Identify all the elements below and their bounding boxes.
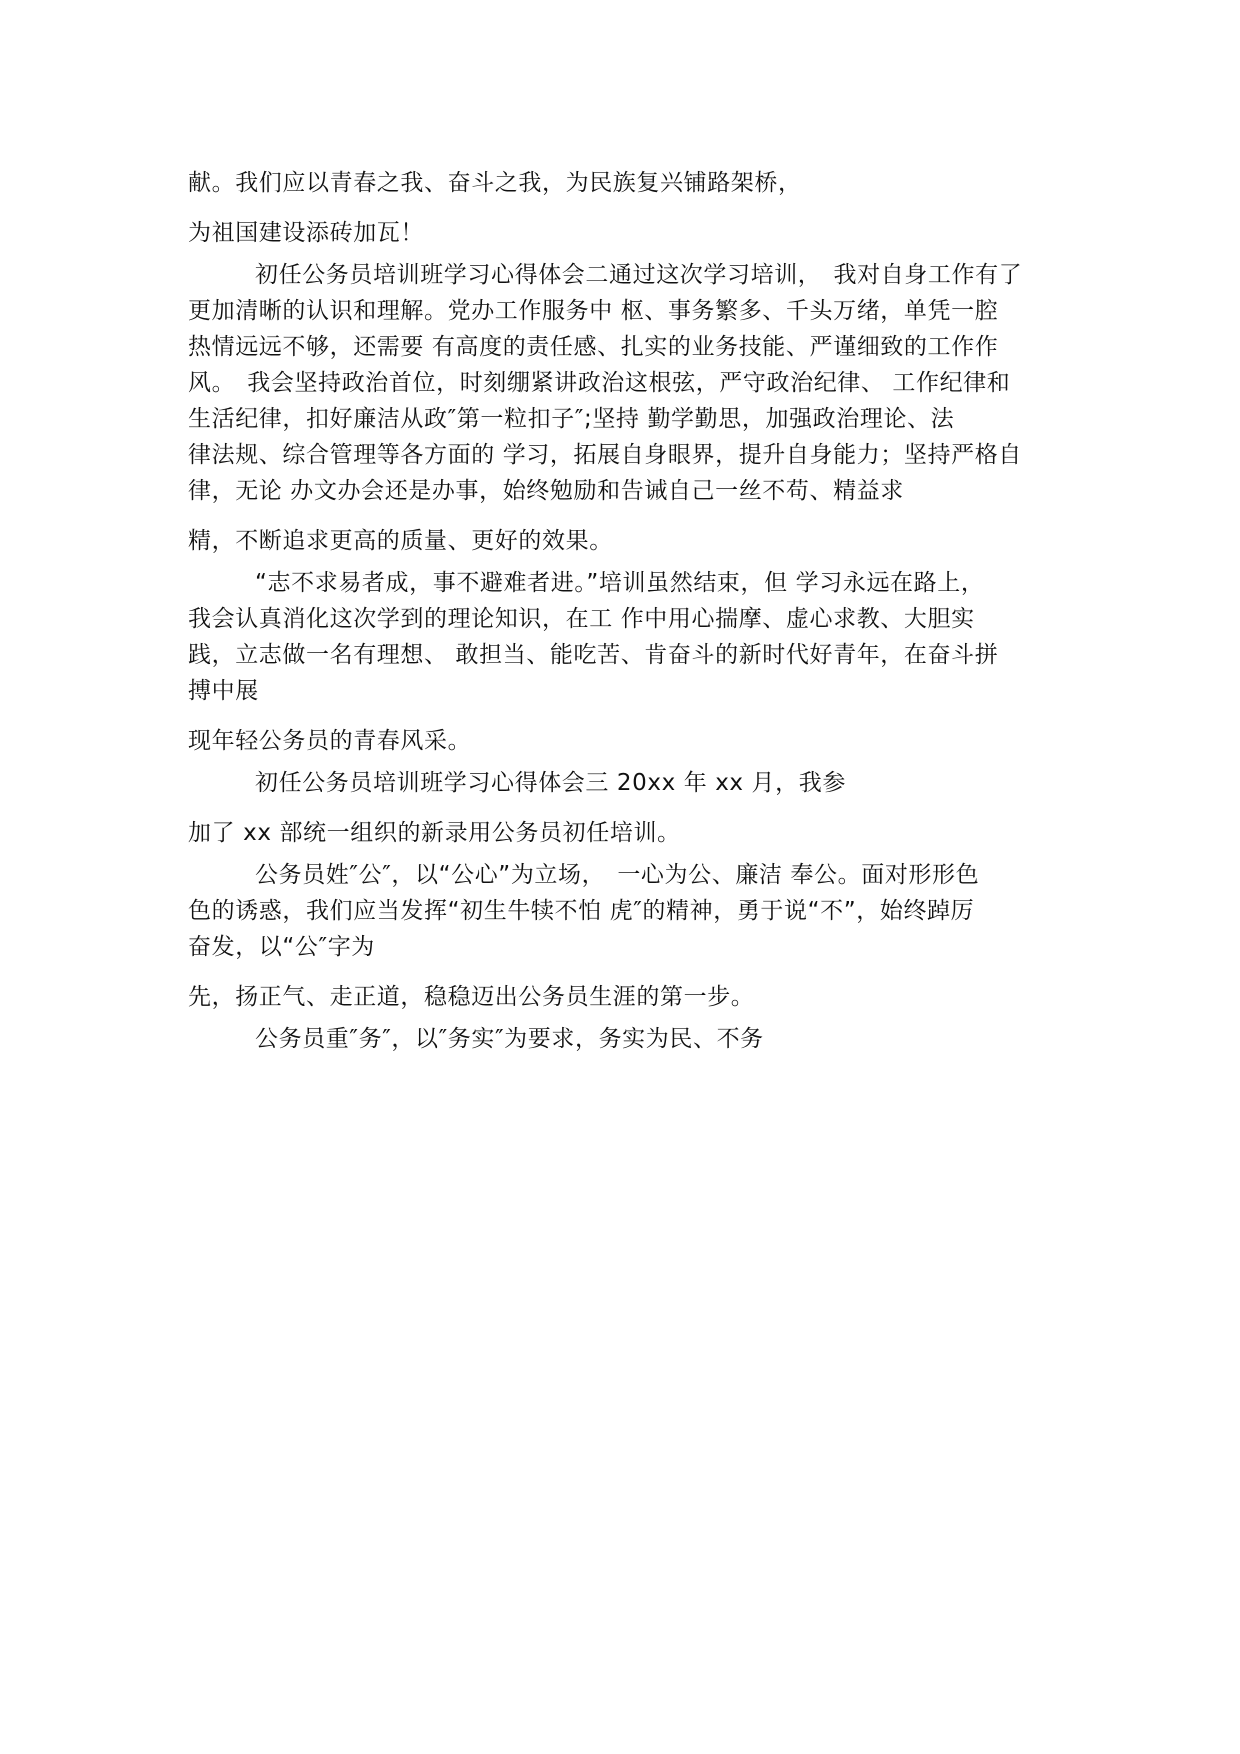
text-line: 我会认真消化这次学到的理论知识，在工 作中用心揣摩、虚心求教、大胆实 <box>188 606 975 632</box>
text-line: 践，立志做一名有理想、 敢担当、能吃苦、肯奋斗的新时代好青年，在奋斗拼 <box>188 642 999 668</box>
text-line: 精，不断追求更高的质量、更好的效果。 <box>188 528 613 554</box>
text-line: 现年轻公务员的青春风采。 <box>188 728 472 754</box>
text-line: 更加清晰的认识和理解。党办工作服务中 枢、事务繁多、千头万绪，单凭一腔 <box>188 298 999 324</box>
text-line: 献。我们应以青春之我、奋斗之我，为民族复兴铺路架桥， <box>188 170 802 196</box>
paragraph-start-line: 初任公务员培训班学习心得体会二通过这次学习培训， 我对自身工作有了 <box>255 262 1023 288</box>
text-line: 先，扬正气、走正道，稳稳迈出公务员生涯的第一步。 <box>188 984 755 1010</box>
paragraph-start-line: “志不求易者成，事不避难者进。”培训虽然结束，但 学习永远在路上， <box>255 570 985 596</box>
text-line: 律，无论 办文办会还是办事，始终勉励和告诫自己一丝不苟、精益求 <box>188 478 904 504</box>
text-line: 色的诱惑，我们应当发挥“初生牛犊不怕 虎″的精神，勇于说“不”，始终踔厉 <box>188 898 975 924</box>
paragraph-start-line: 公务员姓″公″，以“公心”为立场， 一心为公、廉洁 奉公。面对形形色 <box>255 862 980 888</box>
text-line: 律法规、综合管理等各方面的 学习，拓展自身眼界，提升自身能力；坚持严格自 <box>188 442 1022 468</box>
text-line: 生活纪律，扣好廉洁从政″第一粒扣子″;坚持 勤学勤思，加强政治理论、法 <box>188 406 955 432</box>
text-line: 为祖国建设添砖加瓦！ <box>188 220 424 246</box>
text-line: 热情远远不够，还需要 有高度的责任感、扎实的业务技能、严谨细致的工作作 <box>188 334 999 360</box>
paragraph-start-line: 初任公务员培训班学习心得体会三 20xx 年 xx 月，我参 <box>255 770 846 796</box>
text-line: 搏中展 <box>188 678 259 704</box>
paragraph-start-line: 公务员重″务″，以″务实″为要求，务实为民、不务 <box>255 1026 764 1052</box>
text-line: 风。 我会坚持政治首位，时刻绷紧讲政治这根弦，严守政治纪律、 工作纪律和 <box>188 370 1011 396</box>
text-line: 奋发，以“公″字为 <box>188 934 375 960</box>
text-line: 加了 xx 部统一组织的新录用公务员初任培训。 <box>188 820 681 846</box>
